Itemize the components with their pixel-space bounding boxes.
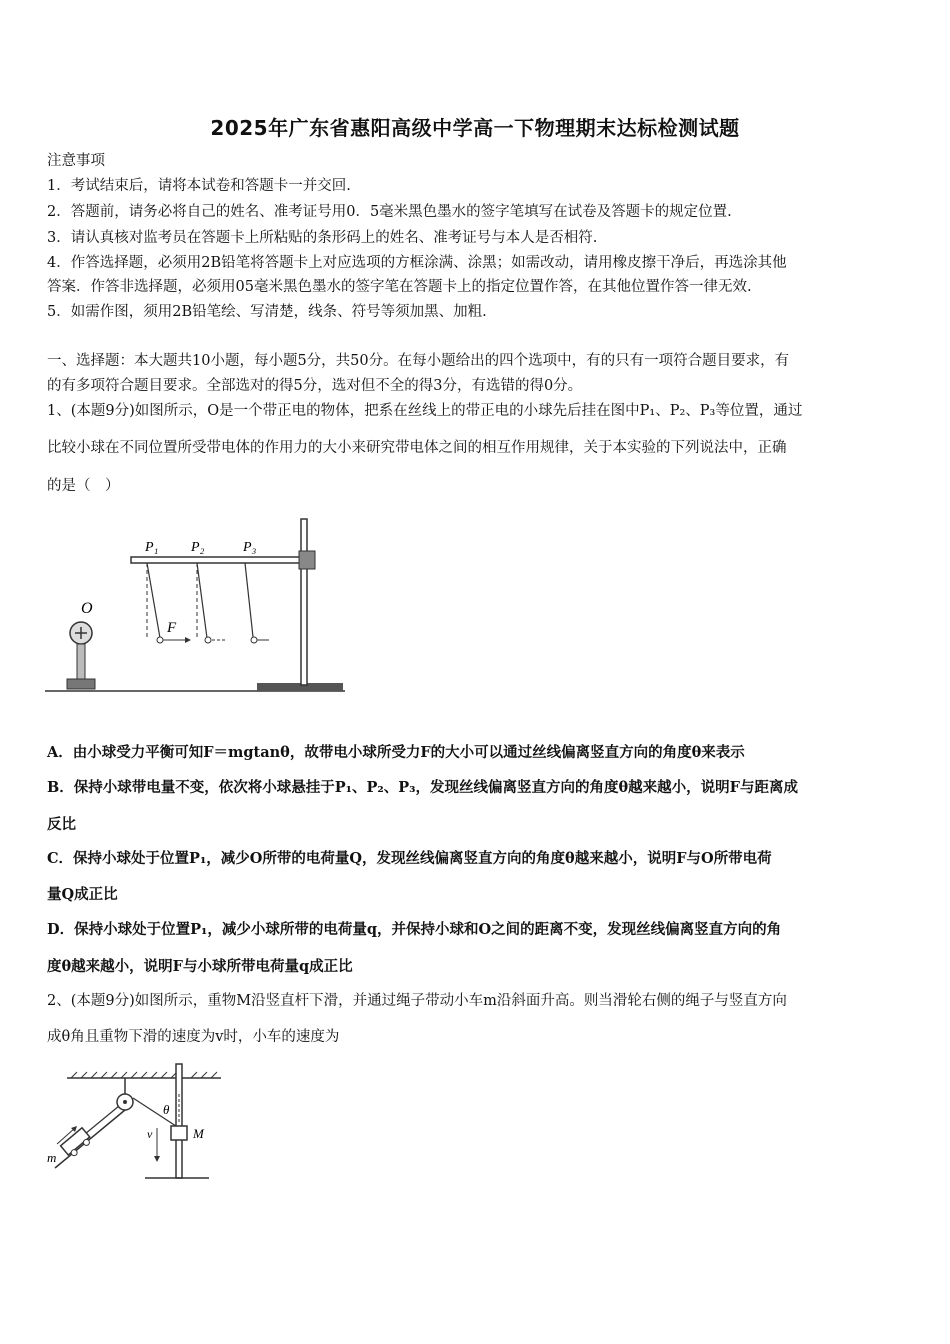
label-o: O bbox=[81, 600, 93, 617]
label-theta: θ bbox=[163, 1102, 170, 1117]
notice-item: 2．答题前，请务必将自己的姓名、准考证号用0．5毫米黑色墨水的签字笔填写在试卷及答题卡的规定位置. bbox=[47, 204, 732, 220]
option-c: C．保持小球处于位置P₁，减少O所带的电荷量Q，发现丝线偏离竖直方向的角度θ越来越小，说明F与O所带电荷 bbox=[47, 850, 772, 867]
notice-item: 3．请认真核对监考员在答题卡上所粘贴的条形码上的姓名、准考证号与本人是否相符. bbox=[47, 230, 598, 246]
question-1-stem: 1、(本题9分)如图所示，O是一个带正电的物体，把系在丝线上的带正电的小球先后挂在图中P₁、P₂、P₃等位置，通过 bbox=[47, 403, 803, 419]
notice-item: 5．如需作图，须用2B铅笔绘、写清楚，线条、符号等须加黑、加粗. bbox=[47, 304, 487, 320]
page-title: 2025年广东省惠阳高级中学高一下物理期末达标检测试题 bbox=[210, 116, 740, 140]
section-instructions: 的有多项符合题目要求。全部选对的得5分，选对但不全的得3分，有选错的得0分。 bbox=[47, 378, 583, 394]
cart bbox=[61, 1128, 93, 1159]
label-cart: m bbox=[47, 1150, 57, 1165]
stand-pole bbox=[301, 519, 307, 685]
label-weight: M bbox=[193, 1126, 204, 1141]
string-p3 bbox=[245, 563, 253, 637]
string-p2 bbox=[197, 563, 207, 638]
horizontal-bar bbox=[131, 557, 301, 563]
notice-item: 4．作答选择题，必须用2B铅笔将答题卡上对应选项的方框涂满、涂黑；如需改动，请用橡皮擦干净后，再选涂其他 bbox=[47, 255, 787, 271]
question-2-figure bbox=[45, 1062, 225, 1182]
label-force: F bbox=[167, 620, 177, 636]
ball-p1 bbox=[157, 637, 163, 643]
question-2-stem: 成θ角且重物下滑的速度为v时，小车的速度为 bbox=[47, 1029, 340, 1045]
stand-base bbox=[257, 683, 343, 691]
ceiling-hatch bbox=[71, 1072, 217, 1078]
option-b: B．保持小球带电量不变，依次将小球悬挂于P₁、P₂、P₃，发现丝线偏离竖直方向的角度θ越来越小，说明F与距离成 bbox=[47, 779, 798, 796]
option-c: 量Q成正比 bbox=[47, 886, 118, 903]
notice-item: 答案．作答非选择题，必须用05毫米黑色墨水的签字笔在答题卡上的指定位置作答，在其他位置作答一律无效. bbox=[47, 279, 752, 295]
question-1-stem: 的是（ ） bbox=[47, 478, 120, 494]
sphere-base bbox=[67, 679, 95, 689]
option-d: 度θ越来越小，说明F与小球所带电荷量q成正比 bbox=[47, 958, 353, 975]
label-p2: P₂ bbox=[191, 540, 205, 555]
ball-p3 bbox=[251, 637, 257, 643]
force-arrow-head bbox=[185, 637, 191, 643]
ball-p2 bbox=[205, 637, 211, 643]
incline bbox=[55, 1110, 125, 1168]
weight-block bbox=[171, 1126, 187, 1140]
rope-right bbox=[133, 1098, 179, 1128]
question-1-stem: 比较小球在不同位置所受带电体的作用力的大小来研究带电体之间的相互作用规律，关于本实验的下列说法中，正确 bbox=[47, 440, 787, 456]
pulley-axle bbox=[123, 1100, 127, 1104]
question-2-stem: 2、(本题9分)如图所示，重物M沿竖直杆下滑，并通过绳子带动小车m沿斜面升高。则当滑轮右侧的绳子与竖直方向 bbox=[47, 993, 787, 1009]
notice-heading: 注意事项 bbox=[47, 153, 105, 169]
option-b: 反比 bbox=[47, 816, 76, 833]
insulating-stand bbox=[77, 644, 85, 680]
bar-clamp bbox=[299, 551, 315, 569]
string-p1 bbox=[147, 563, 160, 638]
label-p3: P₃ bbox=[243, 540, 257, 555]
question-1-figure bbox=[45, 515, 355, 700]
option-a: A．由小球受力平衡可知F＝mgtanθ，故带电小球所受力F的大小可以通过丝线偏离竖直方向的角度θ来表示 bbox=[47, 744, 745, 761]
velocity-arrow-head bbox=[154, 1156, 160, 1162]
notice-item: 1．考试结束后，请将本试卷和答题卡一并交回. bbox=[47, 178, 351, 194]
label-velocity: v bbox=[147, 1127, 153, 1141]
option-d: D．保持小球处于位置P₁，减少小球所带的电荷量q，并保持小球和O之间的距离不变，发现丝线偏离竖直方向的角 bbox=[47, 921, 782, 938]
section-instructions: 一、选择题：本大题共10小题，每小题5分，共50分。在每小题给出的四个选项中，有的只有一项符合题目要求，有 bbox=[47, 353, 790, 369]
label-p1: P₁ bbox=[145, 540, 159, 555]
